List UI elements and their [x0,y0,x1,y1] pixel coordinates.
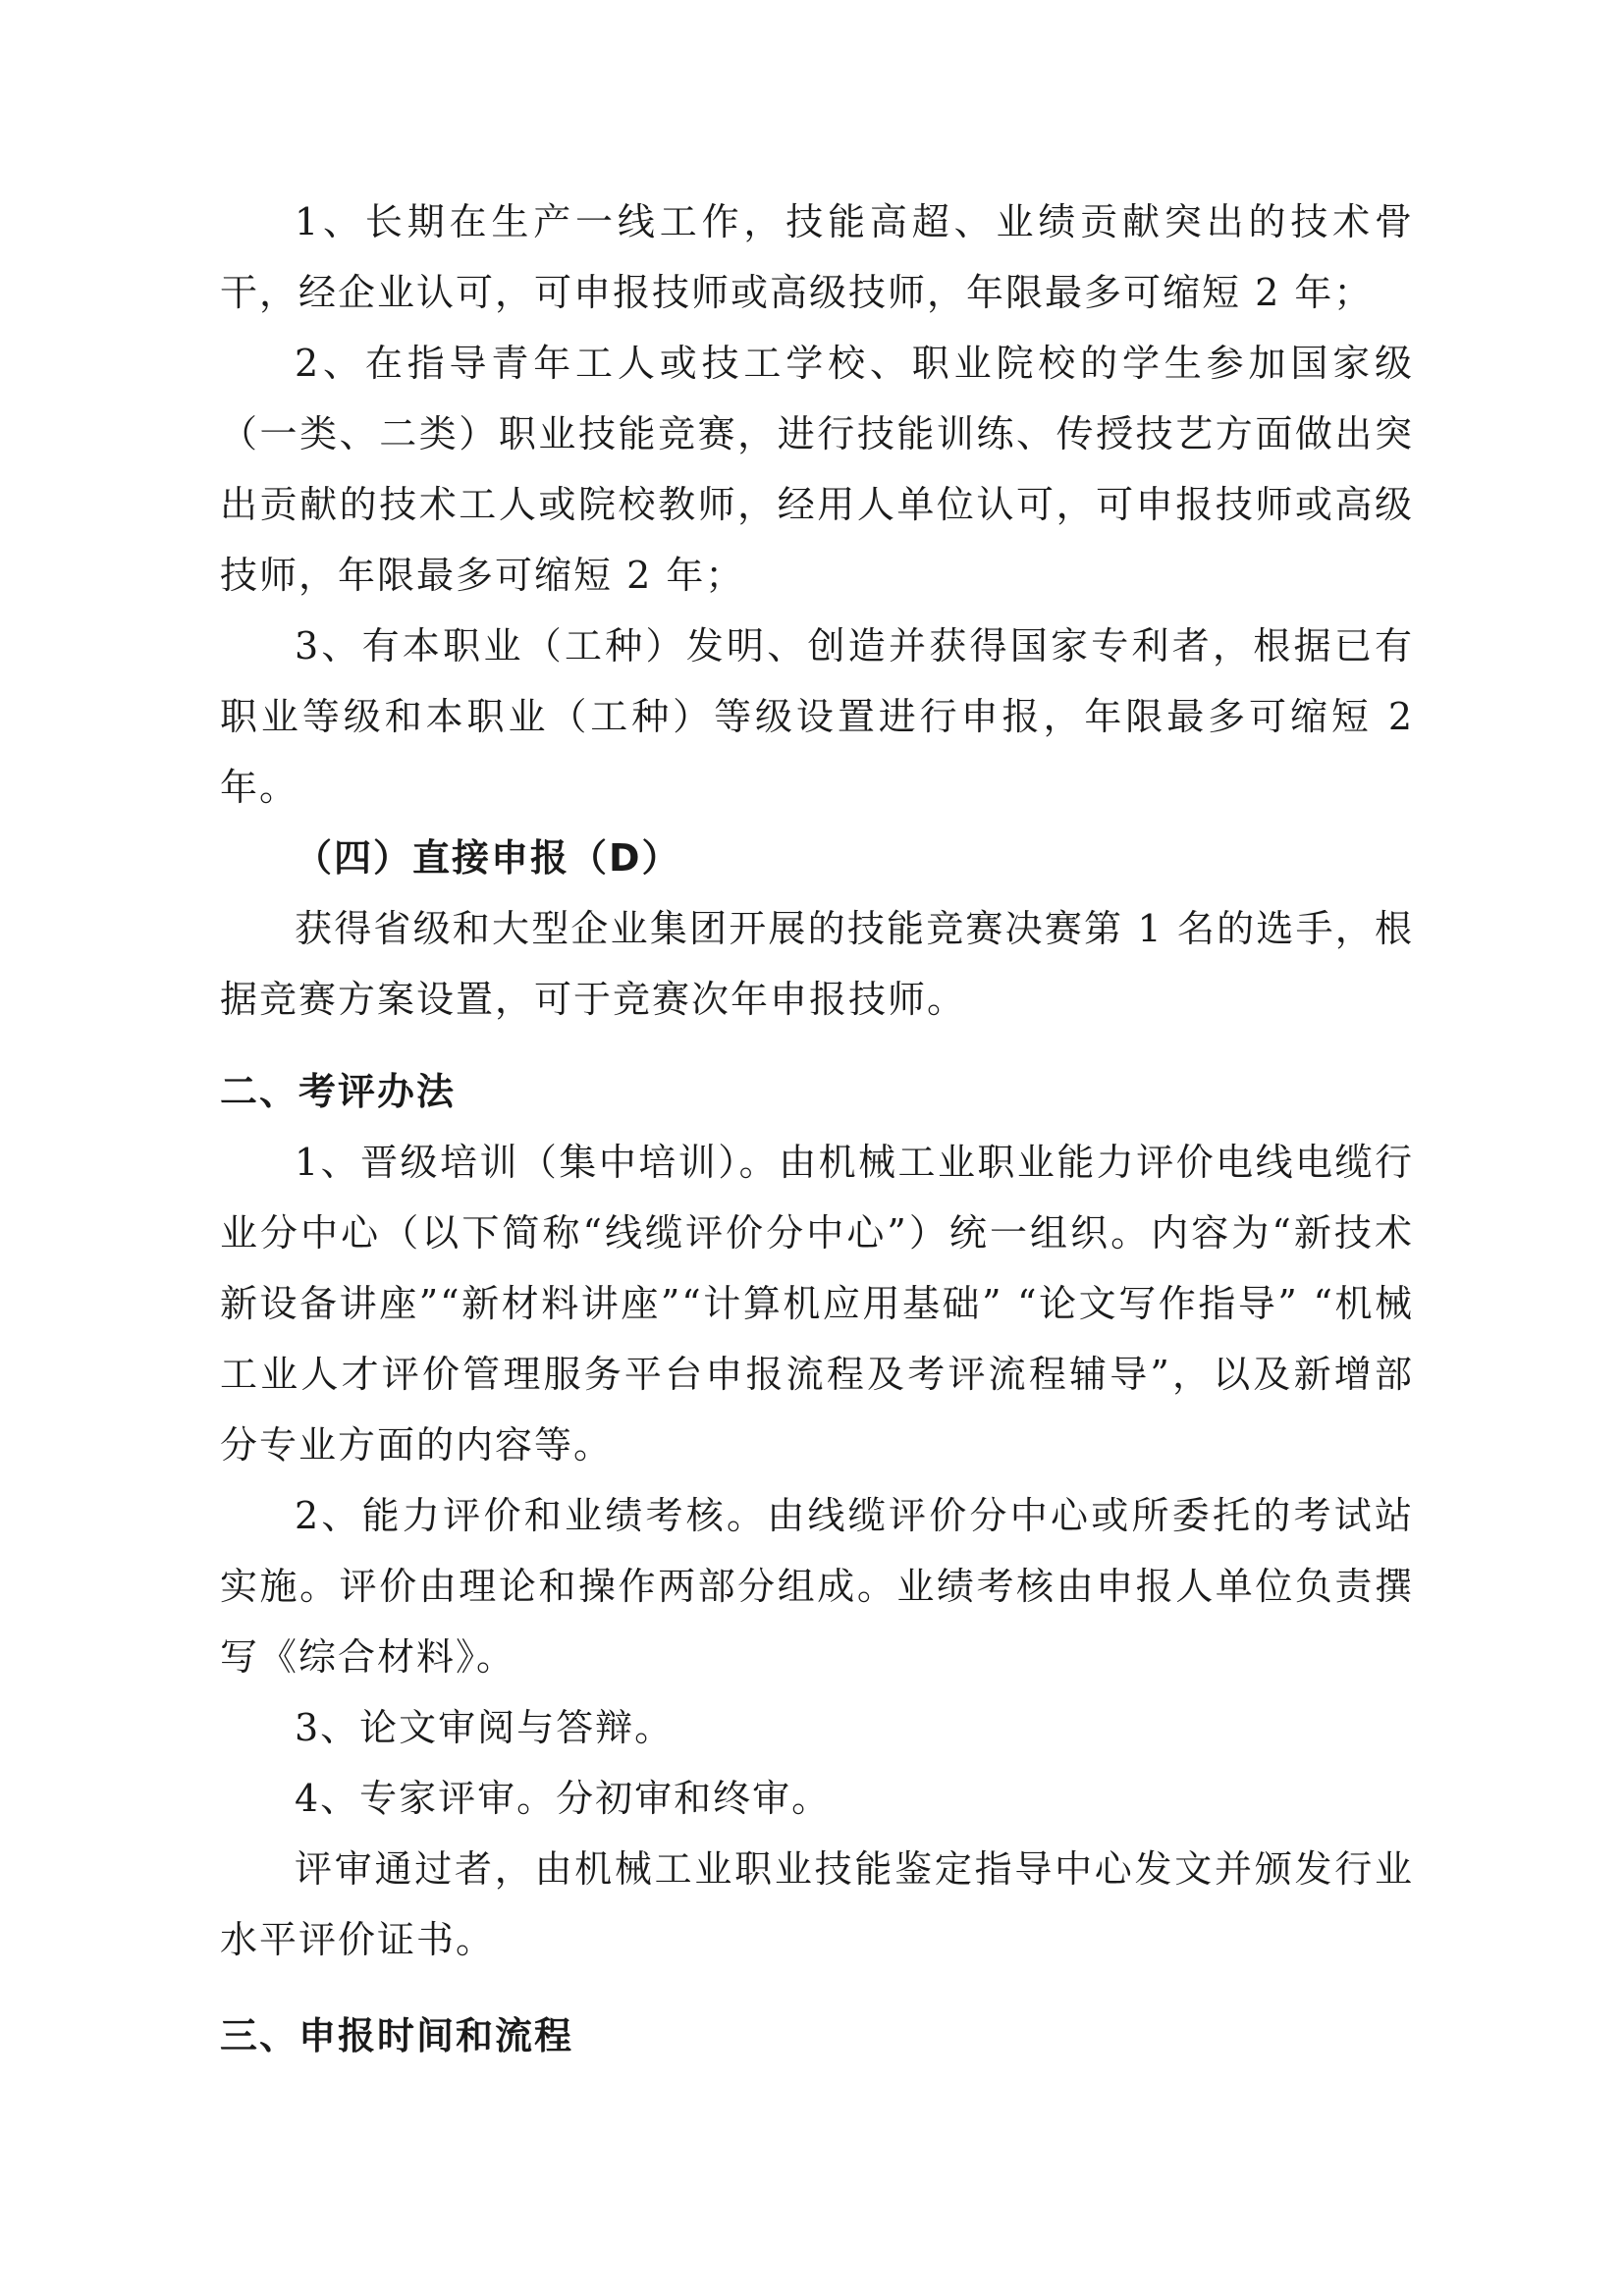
paragraph-c-3: 3、有本职业（工种）发明、创造并获得国家专利者，根据已有职业等级和本职业（工种）等级设置进行申报，年限最多可缩短 2 年。 [220,624,1414,809]
paragraph-2-5: 评审通过者，由机械工业职业技能鉴定指导中心发文并颁发行业水平评价证书。 [220,1847,1414,1961]
heading-application-time-process: 三、申报时间和流程 [220,2014,574,2057]
paragraph-2-1: 1、晋级培训（集中培训）。由机械工业职业能力评价电线电缆行业分中心（以下简称“线缆评价分中心”）统一组织。内容为“新技术新设备讲座”“新材料讲座”“计算机应用基础” “论文写作指导” “机械工业人才评价管理服务平台申报流程及考评流程辅导”，以及新增部分专业方面的内容等。 [220,1141,1414,1467]
paragraph-2-2: 2、能力评价和业绩考核。由线缆评价分中心或所委托的考试站实施。评价由理论和操作两部分组成。业绩考核由申报人单位负责撰写《综合材料》。 [220,1494,1414,1679]
paragraph-2-3: 3、论文审阅与答辩。 [295,1706,675,1749]
document-page [220,187,1414,2071]
paragraph-c-1: 1、长期在生产一线工作，技能高超、业绩贡献突出的技术骨干，经企业认可，可申报技师或高级技师，年限最多可缩短 2 年； [220,200,1414,314]
paragraph-2-4: 4、专家评审。分初审和终审。 [295,1777,832,1820]
paragraph-d: 获得省级和大型企业集团开展的技能竞赛决赛第 1 名的选手，根据竞赛方案设置，可于竞赛次年申报技师。 [220,907,1414,1021]
subheading-direct-application: （四）直接申报（D） [295,836,681,880]
paragraph-c-2: 2、在指导青年工人或技工学校、职业院校的学生参加国家级（一类、二类）职业技能竞赛，进行技能训练、传授技艺方面做出突出贡献的技术工人或院校教师，经用人单位认可，可申报技师或高级技师，年限最多可缩短 2 年； [220,342,1414,597]
heading-evaluation-method: 二、考评办法 [220,1070,457,1113]
